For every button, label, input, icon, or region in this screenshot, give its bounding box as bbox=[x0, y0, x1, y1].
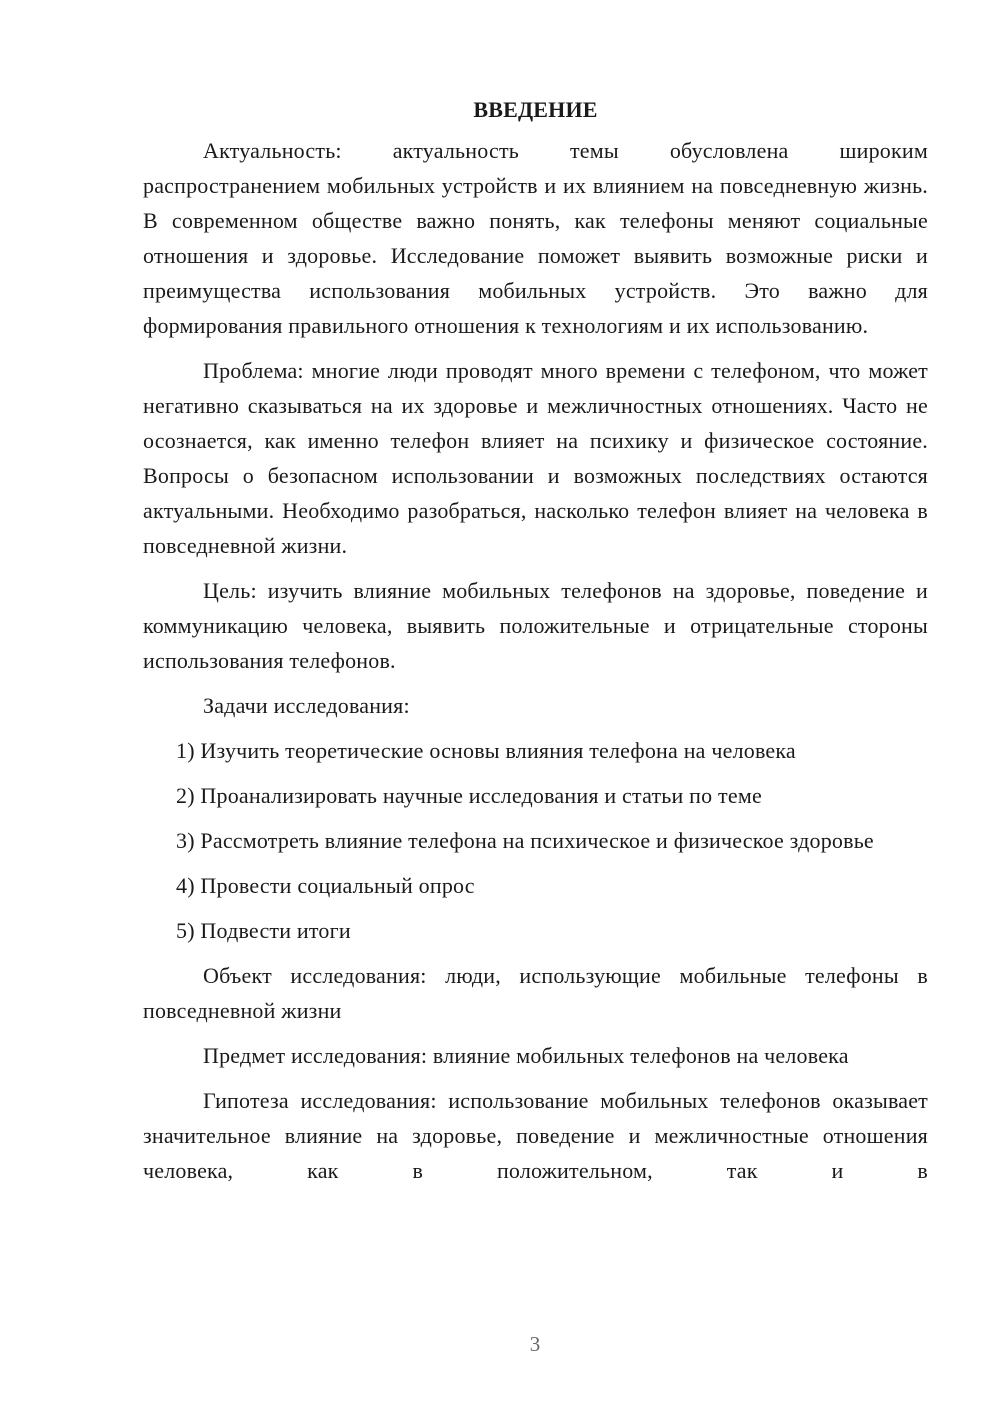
document-body bbox=[143, 92, 928, 1198]
page-number: 3 bbox=[529, 1332, 541, 1356]
list-item: 5) Подвести итоги bbox=[176, 918, 351, 943]
list-item: 1) Изучить теоретические основы влияния телефона на человека bbox=[176, 738, 796, 763]
paragraph-relevance: Актуальность: актуальность темы обусловлена широким распространением мобильных устройств и их влиянием на повседневную жизнь. В современном обществе важно понять, как телефоны меняют социальные отношения и здоровье. Исследование поможет выявить возможные риски и преимущества использования мобильных устройств. Это важно для формирования правильного отношения к технологиям и их использованию. bbox=[143, 138, 928, 338]
tasks-heading: Задачи исследования: bbox=[203, 693, 410, 718]
paragraph-object: Объект исследования: люди, использующие мобильные телефоны в повседневной жизни bbox=[143, 963, 928, 1023]
tasks-list bbox=[143, 733, 928, 948]
paragraph-hypothesis: Гипотеза исследования: использование мобильных телефонов оказывает значительное влияние на здоровье, поведение и межличностные отношения человека, как в положительном, так и в bbox=[143, 1088, 928, 1183]
paragraph-problem: Проблема: многие люди проводят много времени с телефоном, что может негативно сказываться на их здоровье и межличностных отношениях. Часто не осознается, как именно телефон влияет на психику и физическое состояние. Вопросы о безопасном использовании и возможных последствиях остаются актуальными. Необходимо разобраться, насколько телефон влияет на человека в повседневной жизни. bbox=[143, 358, 928, 558]
list-item: 2) Проанализировать научные исследования и статьи по теме bbox=[176, 783, 762, 808]
list-item: 4) Провести социальный опрос bbox=[176, 873, 475, 898]
section-title: ВВЕДЕНИЕ bbox=[473, 97, 598, 122]
paragraph-subject: Предмет исследования: влияние мобильных телефонов на человека bbox=[203, 1043, 849, 1068]
list-item: 3) Рассмотреть влияние телефона на психическое и физическое здоровье bbox=[176, 828, 874, 853]
paragraph-goal: Цель: изучить влияние мобильных телефонов на здоровье, поведение и коммуникацию человека, выявить положительные и отрицательные стороны использования телефонов. bbox=[143, 578, 928, 673]
